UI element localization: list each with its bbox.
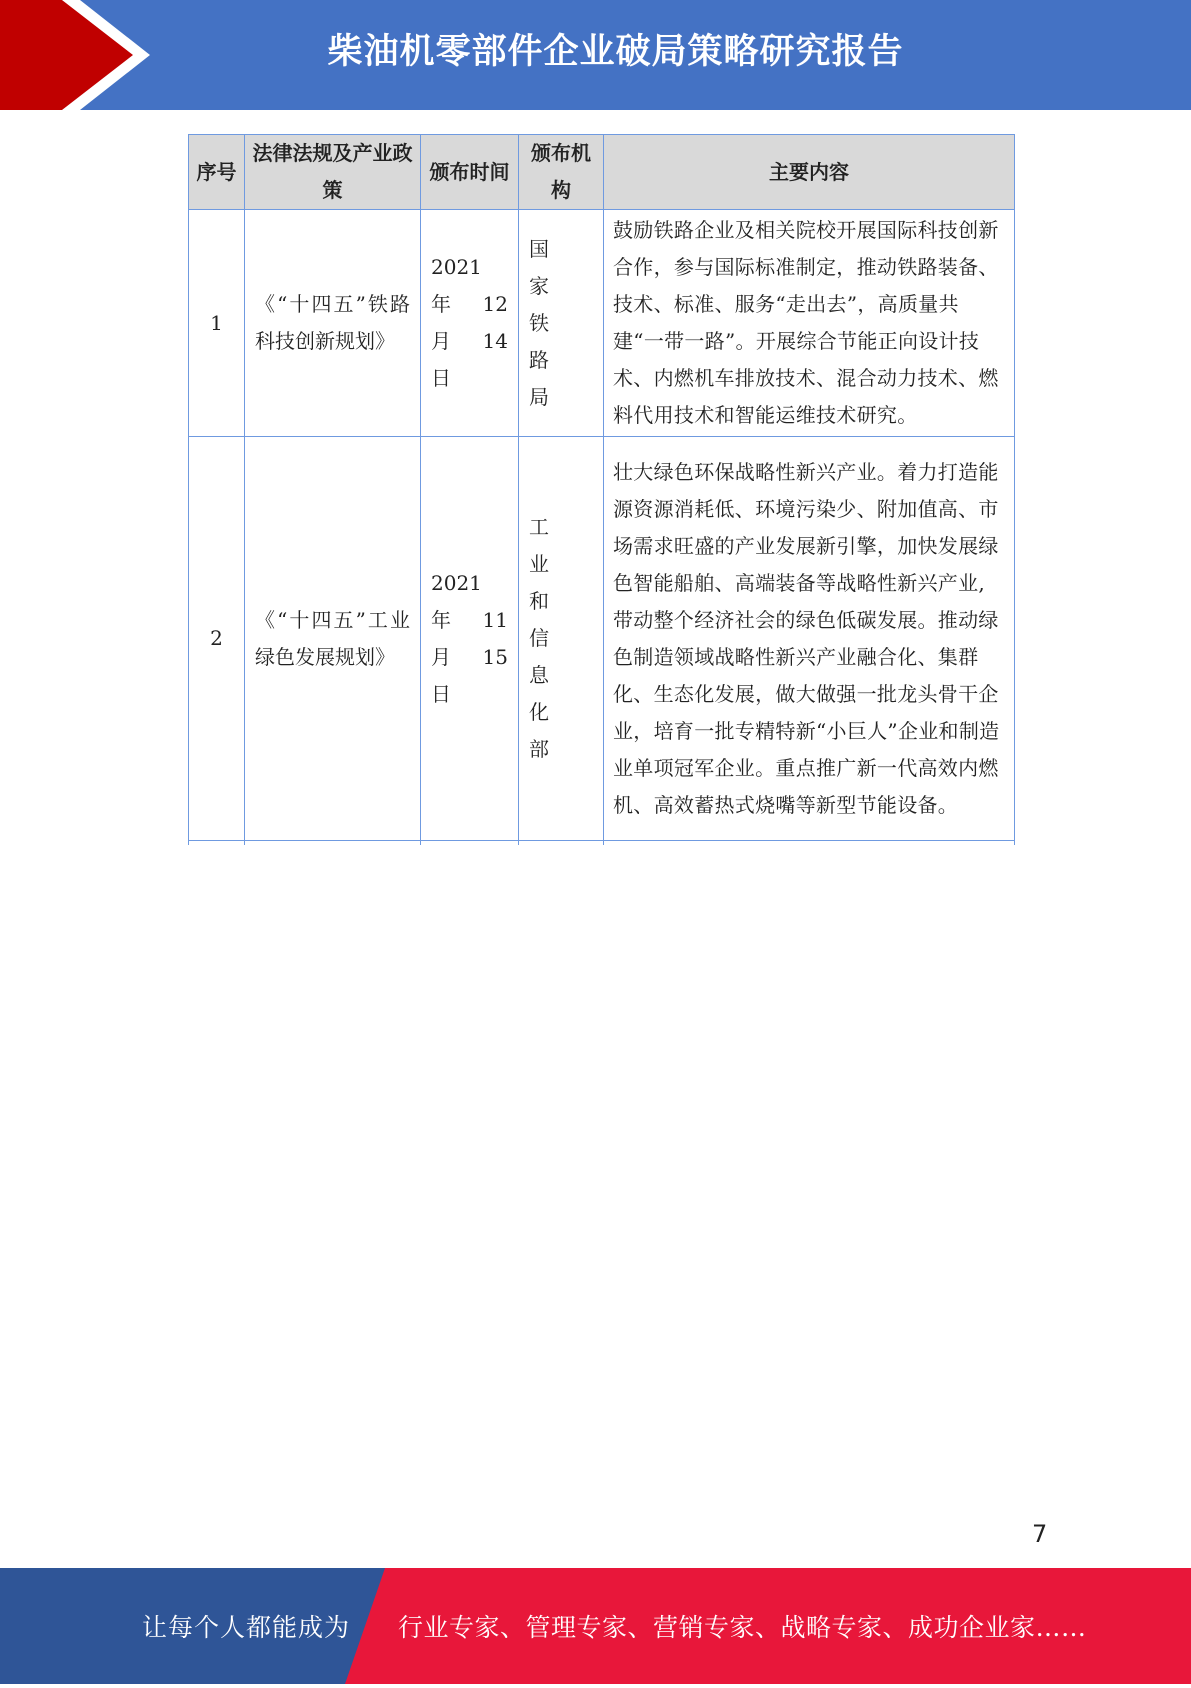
footer-slogan-left: 让每个人都能成为 xyxy=(142,1613,351,1642)
header-content: 主要内容 xyxy=(604,135,1015,210)
row-no: 1 xyxy=(189,210,245,437)
tail-cell xyxy=(189,841,245,845)
row-org: 工业和信息化部 xyxy=(519,437,604,841)
row-date: 2021 年 12 月 14 日 xyxy=(421,210,519,437)
row-org: 国家铁路局 xyxy=(519,210,604,437)
header-org: 颁布机构 xyxy=(519,135,604,210)
header-policy: 法律法规及产业政策 xyxy=(245,135,421,210)
header-date: 颁布时间 xyxy=(421,135,519,210)
row-content: 鼓励铁路企业及相关院校开展国际科技创新合作，参与国际标准制定，推动铁路装备、技术、标准、服务“走出去”，高质量共建“一带一路”。开展综合节能正向设计技术、内燃机车排放技术、混合动力技术、燃料代用技术和智能运维技术研究。 xyxy=(604,210,1015,437)
header-red-chevron-shape xyxy=(0,0,148,110)
row-policy: 《“十四五”铁路科技创新规划》 xyxy=(245,210,421,437)
tail-cell xyxy=(604,841,1015,845)
row-date: 2021 年 11 月 15 日 xyxy=(421,437,519,841)
tail-cell xyxy=(245,841,421,845)
header-no: 序号 xyxy=(189,135,245,210)
report-footer xyxy=(0,1568,1191,1684)
footer-slogan-right: 行业专家、管理专家、营销专家、战略专家、成功企业家…… xyxy=(398,1613,1087,1642)
table-row xyxy=(189,210,1015,437)
tail-cell xyxy=(421,841,519,845)
page-number: 7 xyxy=(1032,1520,1048,1548)
report-header xyxy=(0,0,1191,110)
policy-table xyxy=(188,134,1015,845)
header-red-chevron xyxy=(0,0,150,110)
report-title: 柴油机零部件企业破局策略研究报告 xyxy=(327,32,904,72)
table-row xyxy=(189,437,1015,841)
tail-cell xyxy=(519,841,604,845)
row-no: 2 xyxy=(189,437,245,841)
table-header-row xyxy=(189,135,1015,210)
row-policy: 《“十四五”工业绿色发展规划》 xyxy=(245,437,421,841)
row-content: 壮大绿色环保战略性新兴产业。着力打造能源资源消耗低、环境污染少、附加值高、市场需求旺盛的产业发展新引擎，加快发展绿色智能船舶、高端装备等战略性新兴产业,带动整个经济社会的绿色低碳发展。推动绿色制造领域战略性新兴产业融合化、集群化、生态化发展，做大做强一批龙头骨干企业，培育一批专精特新“小巨人”企业和制造业单项冠军企业。重点推广新一代高效内燃机、高效蓄热式烧嘴等新型节能设备。 xyxy=(604,437,1015,841)
table-continuation-row xyxy=(189,841,1015,845)
